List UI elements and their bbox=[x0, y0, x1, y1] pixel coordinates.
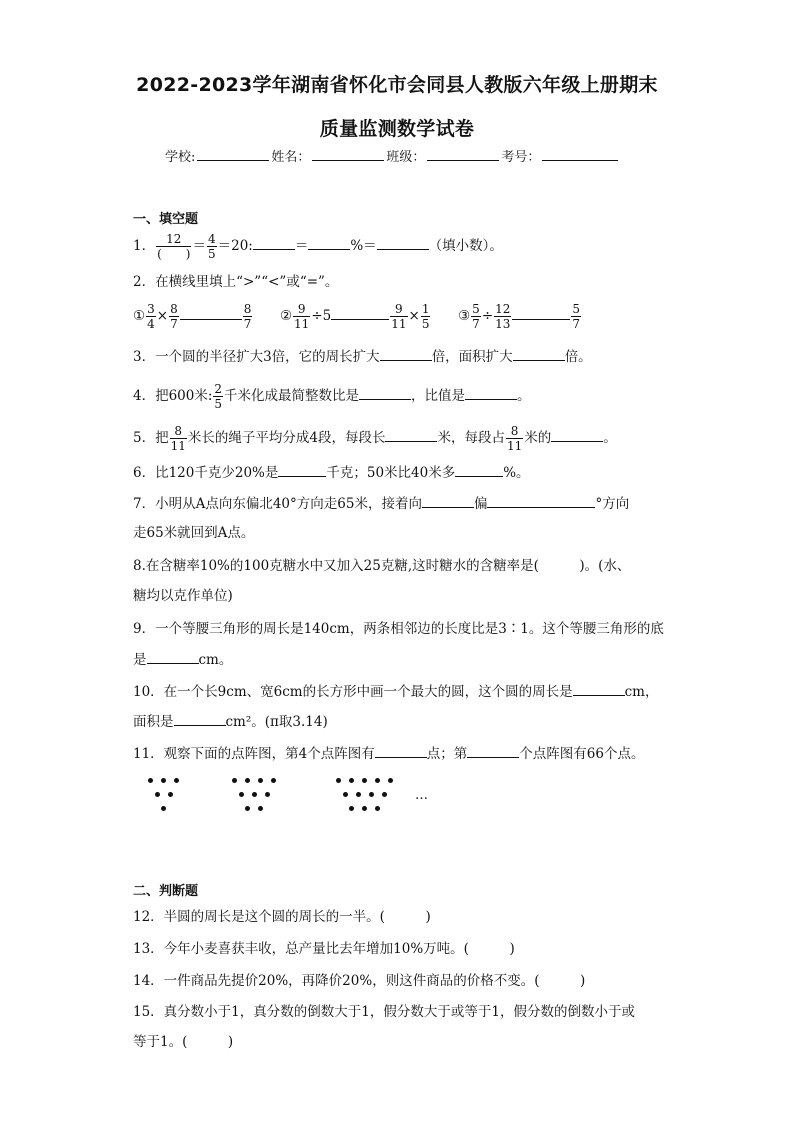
exam-no-label: 考号： bbox=[501, 150, 541, 165]
dot bbox=[349, 778, 354, 783]
answer-blank[interactable] bbox=[377, 235, 429, 250]
answer-blank[interactable] bbox=[455, 462, 503, 477]
answer-blank[interactable] bbox=[512, 305, 570, 320]
dot bbox=[161, 778, 166, 783]
dot bbox=[362, 778, 367, 783]
name-blank[interactable] bbox=[312, 147, 384, 161]
dot bbox=[245, 806, 250, 811]
answer-blank[interactable] bbox=[385, 427, 437, 442]
question-9: 9．一个等腰三角形的周长是140cm，两条相邻边的长度比是3∶1。这个等腰三角形的底 bbox=[133, 621, 664, 637]
dot bbox=[343, 792, 348, 797]
answer-blank[interactable] bbox=[253, 235, 295, 250]
dot bbox=[239, 792, 244, 797]
dot bbox=[336, 778, 341, 783]
fraction: $\frac{4}{5}$ bbox=[207, 232, 216, 261]
question-10: 10．在一个长9cm、宽6cm的长方形中画一个最大的圆，这个圆的周长是 cm， bbox=[133, 681, 658, 702]
section-fill-title: 一、填空题 bbox=[133, 212, 199, 227]
question-10-cont: 面积是 cm²。(π取3.14) bbox=[133, 711, 328, 732]
question-2-items: ① $\frac{3}{4}$ × $\frac{8}{7}$ $\frac{8}{7}$ ② $\frac{9}{11}$ ÷5 $\frac{9}{11}$ × $\frac{1}{5}$ ③ $\frac{5}{7}$ ÷ $\frac{12}{13}$ $\frac{5}{7}$ bbox=[133, 302, 581, 331]
question-6: 6．比120千克少20%是 千克；50米比40米多 %。 bbox=[133, 462, 530, 483]
question-14: 14．一件商品先提价20%，再降价20%，则这件商品的价格不变。( ) bbox=[133, 973, 586, 989]
question-8-cont: 糖均以克作单位) bbox=[133, 588, 233, 604]
answer-blank[interactable] bbox=[422, 493, 474, 508]
dot bbox=[369, 792, 374, 797]
dot bbox=[265, 792, 270, 797]
question-3: 3．一个圆的半径扩大3倍，它的周长扩大 倍，面积扩大 倍。 bbox=[133, 346, 592, 367]
class-blank[interactable] bbox=[427, 147, 499, 161]
dot bbox=[258, 806, 263, 811]
dot bbox=[388, 778, 393, 783]
school-blank[interactable] bbox=[197, 147, 269, 161]
question-15: 15．真分数小于1，真分数的倒数大于1，假分数大于或等于1，假分数的倒数小于或 bbox=[133, 1004, 635, 1020]
name-label: 姓名： bbox=[271, 150, 311, 165]
answer-blank[interactable] bbox=[180, 305, 242, 320]
question-4: 4．把600米: $\frac{2}{5}$ 千米化成最简整数比是 ，比值是 。 bbox=[133, 382, 531, 411]
answer-blank[interactable] bbox=[359, 385, 411, 400]
answer-blank[interactable] bbox=[513, 346, 565, 361]
dot bbox=[375, 778, 380, 783]
question-8: 8.在含糖率10%的100克糖水中又加入25克糖,这时糖水的含糖率是( )。(水、 bbox=[133, 558, 631, 574]
answer-blank[interactable] bbox=[487, 493, 595, 508]
dot bbox=[232, 778, 237, 783]
student-info-row bbox=[165, 146, 620, 165]
dot-pattern-figures bbox=[140, 776, 460, 820]
question-2: 2．在横线里填上“>”“<”或“=”。 bbox=[133, 274, 339, 290]
question-7: 7．小明从A点向东偏北40°方向走65米，接着向 偏 °方向 bbox=[133, 493, 629, 514]
answer-blank[interactable] bbox=[573, 681, 625, 696]
answer-blank[interactable] bbox=[174, 711, 226, 726]
dot bbox=[148, 778, 153, 783]
answer-blank[interactable] bbox=[467, 743, 519, 758]
title-line-2: 质量监测数学试卷 bbox=[319, 118, 475, 140]
question-7-cont: 走65米就回到A点。 bbox=[133, 525, 255, 541]
exam-no-blank[interactable] bbox=[542, 147, 618, 161]
answer-blank[interactable] bbox=[465, 385, 517, 400]
question-9-cont: 是 cm。 bbox=[133, 649, 232, 670]
question-13: 13．今年小麦喜获丰收，总产量比去年增加10%万吨。( ) bbox=[133, 941, 515, 957]
answer-blank[interactable] bbox=[331, 305, 389, 320]
answer-blank[interactable] bbox=[551, 427, 603, 442]
section-judge-title: 二、判断题 bbox=[133, 884, 199, 899]
dot bbox=[375, 806, 380, 811]
class-label: 班级： bbox=[386, 150, 426, 165]
answer-blank[interactable] bbox=[380, 346, 432, 361]
dot bbox=[252, 792, 257, 797]
dot bbox=[356, 792, 361, 797]
fraction: $\frac{12}{( )}$ bbox=[157, 232, 191, 261]
question-15-cont: 等于1。( ) bbox=[133, 1034, 234, 1050]
dot bbox=[362, 806, 367, 811]
dot bbox=[168, 792, 173, 797]
answer-blank[interactable] bbox=[308, 235, 350, 250]
dot bbox=[161, 806, 166, 811]
answer-blank[interactable] bbox=[278, 462, 326, 477]
dot bbox=[258, 778, 263, 783]
ellipsis: … bbox=[415, 788, 428, 803]
answer-blank[interactable] bbox=[147, 649, 199, 664]
title-line-1: 2022-2023学年湖南省怀化市会同县人教版六年级上册期末 bbox=[136, 74, 658, 96]
school-label: 学校: bbox=[165, 150, 196, 165]
dot bbox=[271, 778, 276, 783]
dot bbox=[245, 778, 250, 783]
question-12: 12．半圆的周长是这个圆的周长的一半。( ) bbox=[133, 909, 431, 925]
dot bbox=[349, 806, 354, 811]
dot bbox=[382, 792, 387, 797]
answer-blank[interactable] bbox=[375, 743, 427, 758]
dot bbox=[174, 778, 179, 783]
dot bbox=[155, 792, 160, 797]
question-5: 5．把 $\frac{8}{11}$ 米长的绳子平均分成4段，每段长 米，每段占 $\frac{8}{11}$ 米的 。 bbox=[133, 424, 617, 453]
question-11: 11．观察下面的点阵图，第4个点阵图有 点；第 个点阵图有66个点。 bbox=[133, 743, 644, 764]
question-1: 1． $\frac{12}{( )}$ ＝ $\frac{4}{5}$ ＝20: ＝ %＝ （填小数）。 bbox=[133, 232, 503, 261]
